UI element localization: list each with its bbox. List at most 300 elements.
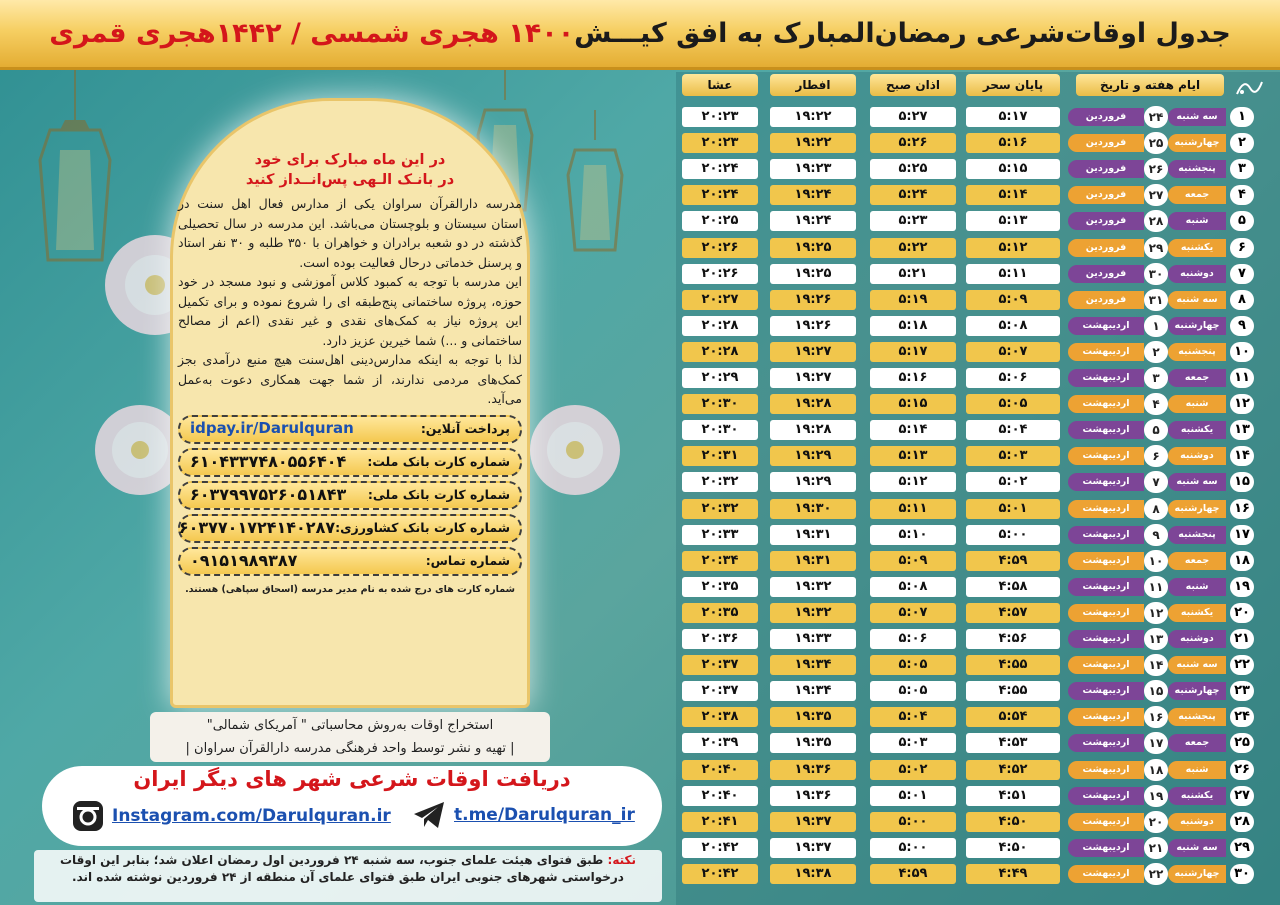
table-row <box>676 391 1280 417</box>
payment-card-melli <box>178 481 522 510</box>
row-number: ۱۷ <box>1230 525 1254 545</box>
sahar-time: ۵:۰۵ <box>966 394 1060 414</box>
fajr-time: ۵:۱۹ <box>870 290 956 310</box>
fajr-time: ۵:۰۳ <box>870 733 956 753</box>
row-number: ۶ <box>1230 238 1254 258</box>
month-name: فروردین <box>1068 108 1144 126</box>
table-row <box>676 443 1280 469</box>
table-row <box>676 574 1280 600</box>
day-number: ۲۹ <box>1144 237 1168 259</box>
cities-title: دریافت اوقات شرعی شهر های دیگر ایران <box>133 767 571 791</box>
sahar-time: ۴:۵۸ <box>966 577 1060 597</box>
iftar-time: ۱۹:۲۴ <box>770 211 856 231</box>
iftar-time: ۱۹:۳۴ <box>770 681 856 701</box>
payment-card-mellat <box>178 448 522 477</box>
table-row <box>676 365 1280 391</box>
isha-time: ۲۰:۲۸ <box>682 342 758 362</box>
month-name: اردیبهشت <box>1068 787 1144 805</box>
weekday: دوشنبه <box>1168 447 1226 465</box>
sahar-time: ۴:۵۵ <box>966 681 1060 701</box>
isha-time: ۲۰:۳۸ <box>682 707 758 727</box>
sahar-time: ۵:۰۰ <box>966 525 1060 545</box>
table-row <box>676 835 1280 861</box>
row-number: ۲۵ <box>1230 733 1254 753</box>
sahar-time: ۵:۱۶ <box>966 133 1060 153</box>
weekday: جمعه <box>1168 734 1226 752</box>
day-number: ۱۲ <box>1144 602 1168 624</box>
fajr-time: ۵:۰۸ <box>870 577 956 597</box>
sahar-time: ۴:۵۰ <box>966 812 1060 832</box>
headline <box>178 150 522 190</box>
fajr-time: ۵:۲۳ <box>870 211 956 231</box>
row-number: ۲۸ <box>1230 812 1254 832</box>
instagram-link[interactable] <box>72 800 391 832</box>
table-row <box>676 156 1280 182</box>
iftar-time: ۱۹:۲۲ <box>770 107 856 127</box>
month-name: اردیبهشت <box>1068 761 1144 779</box>
month-name: اردیبهشت <box>1068 839 1144 857</box>
page-title <box>49 18 1231 49</box>
row-number: ۴ <box>1230 185 1254 205</box>
isha-time: ۲۰:۲۷ <box>682 290 758 310</box>
sahar-time: ۵:۰۱ <box>966 499 1060 519</box>
month-name: اردیبهشت <box>1068 421 1144 439</box>
isha-time: ۲۰:۲۵ <box>682 211 758 231</box>
title-year: ۱۴۰۰ هجری شمسی / ۱۴۴۲هجری قمری <box>49 18 575 49</box>
weekday: جمعه <box>1168 186 1226 204</box>
isha-time: ۲۰:۳۳ <box>682 525 758 545</box>
month-name: فروردین <box>1068 265 1144 283</box>
month-name: فروردین <box>1068 186 1144 204</box>
iftar-time: ۱۹:۲۸ <box>770 394 856 414</box>
isha-time: ۲۰:۳۶ <box>682 629 758 649</box>
month-name: اردیبهشت <box>1068 395 1144 413</box>
table-row <box>676 313 1280 339</box>
telegram-url[interactable]: t.me/Darulquran_ir <box>454 805 635 825</box>
table-row <box>676 469 1280 495</box>
payment-label: شماره کارت بانک ملی: <box>367 487 510 503</box>
iftar-time: ۱۹:۲۹ <box>770 446 856 466</box>
table-row <box>676 104 1280 130</box>
iftar-time: ۱۹:۳۲ <box>770 577 856 597</box>
weekday: چهارشنبه <box>1168 865 1226 883</box>
weekday: شنبه <box>1168 212 1226 230</box>
row-number: ۲۷ <box>1230 786 1254 806</box>
isha-time: ۲۰:۲۶ <box>682 264 758 284</box>
row-number: ۲۹ <box>1230 838 1254 858</box>
fajr-time: ۵:۲۵ <box>870 159 956 179</box>
iftar-time: ۱۹:۳۳ <box>770 629 856 649</box>
row-number: ۲۲ <box>1230 655 1254 675</box>
iftar-time: ۱۹:۲۲ <box>770 133 856 153</box>
row-number: ۱۲ <box>1230 394 1254 414</box>
row-number: ۳۰ <box>1230 864 1254 884</box>
row-number: ۱ <box>1230 107 1254 127</box>
fajr-time: ۵:۰۰ <box>870 838 956 858</box>
payment-list <box>178 415 522 600</box>
iftar-time: ۱۹:۲۴ <box>770 185 856 205</box>
table-row <box>676 678 1280 704</box>
header-isha: عشا <box>682 74 758 96</box>
month-name: اردیبهشت <box>1068 343 1144 361</box>
weekday: دوشنبه <box>1168 265 1226 283</box>
fajr-time: ۵:۰۴ <box>870 707 956 727</box>
sahar-time: ۴:۴۹ <box>966 864 1060 884</box>
note-text: طبق فتوای هیئت علمای جنوب، سه شنبه ۲۴ فروردین اول رمضان اعلان شد؛ بنابر این اوقات درخواستی شهرهای جنوبی ایران طبق فتوای علمای آن منطقه از ۲۴ فروردین نوشته شده اند. <box>59 853 624 884</box>
day-number: ۲۵ <box>1144 132 1168 154</box>
sahar-time: ۵:۵۴ <box>966 707 1060 727</box>
month-name: اردیبهشت <box>1068 604 1144 622</box>
isha-time: ۲۰:۳۱ <box>682 446 758 466</box>
isha-time: ۲۰:۳۰ <box>682 394 758 414</box>
payment-note: شماره کارت های درج شده به نام مدیر مدرسه (اسحاق سپاهی) هستند. <box>185 583 515 595</box>
info-paragraph: لذا با توجه به اینکه مدارس‌دینی اهل‌سنت هیچ منبع درآمدی بجز کمک‌های مردمی ندارند، از شما جهت همکاری دعوت به‌عمل می‌آید. <box>178 352 522 406</box>
row-number: ۲۶ <box>1230 760 1254 780</box>
table-row <box>676 861 1280 887</box>
card-number: ۶۱۰۴۳۳۷۴۸۰۵۵۶۴۰۴ <box>190 452 347 472</box>
table-row <box>676 182 1280 208</box>
fajr-time: ۵:۱۸ <box>870 316 956 336</box>
card-number: ۶۰۳۷۹۹۷۵۲۶۰۵۱۸۴۳ <box>190 485 347 505</box>
month-name: فروردین <box>1068 160 1144 178</box>
sahar-time: ۴:۵۲ <box>966 760 1060 780</box>
fajr-time: ۵:۰۰ <box>870 812 956 832</box>
isha-time: ۲۰:۳۲ <box>682 472 758 492</box>
weekday: جمعه <box>1168 552 1226 570</box>
table-row <box>676 130 1280 156</box>
contact-number <box>178 547 522 576</box>
day-number: ۱۱ <box>1144 576 1168 598</box>
credit-box <box>150 712 550 762</box>
day-number: ۲۲ <box>1144 863 1168 885</box>
header-fajr: اذان صبح <box>870 74 956 96</box>
day-number: ۲ <box>1144 341 1168 363</box>
table-row <box>676 548 1280 574</box>
table-row <box>676 600 1280 626</box>
iftar-time: ۱۹:۳۱ <box>770 525 856 545</box>
sahar-time: ۵:۰۸ <box>966 316 1060 336</box>
table-row <box>676 235 1280 261</box>
month-name: فروردین <box>1068 239 1144 257</box>
day-number: ۳۰ <box>1144 263 1168 285</box>
payment-online <box>178 415 522 444</box>
iftar-time: ۱۹:۲۵ <box>770 238 856 258</box>
sahar-time: ۴:۵۳ <box>966 733 1060 753</box>
row-number: ۲۰ <box>1230 603 1254 623</box>
fajr-time: ۵:۲۶ <box>870 133 956 153</box>
telegram-icon <box>412 800 446 830</box>
iftar-time: ۱۹:۲۶ <box>770 290 856 310</box>
table-row <box>676 757 1280 783</box>
weekday: پنجشنبه <box>1168 343 1226 361</box>
iftar-time: ۱۹:۳۶ <box>770 786 856 806</box>
month-name: اردیبهشت <box>1068 369 1144 387</box>
weekday: دوشنبه <box>1168 813 1226 831</box>
sahar-time: ۴:۵۰ <box>966 838 1060 858</box>
fajr-time: ۵:۲۴ <box>870 185 956 205</box>
sahar-time: ۴:۵۹ <box>966 551 1060 571</box>
fajr-time: ۴:۵۹ <box>870 864 956 884</box>
sahar-time: ۴:۵۱ <box>966 786 1060 806</box>
day-number: ۲۸ <box>1144 210 1168 232</box>
day-number: ۹ <box>1144 524 1168 546</box>
fajr-time: ۵:۱۱ <box>870 499 956 519</box>
sahar-time: ۵:۱۲ <box>966 238 1060 258</box>
sahar-time: ۴:۵۶ <box>966 629 1060 649</box>
lantern-icon <box>560 110 630 280</box>
fajr-time: ۵:۰۶ <box>870 629 956 649</box>
isha-time: ۲۰:۲۳ <box>682 133 758 153</box>
isha-time: ۲۰:۳۵ <box>682 603 758 623</box>
weekday: یکشنبه <box>1168 421 1226 439</box>
row-number: ۱۰ <box>1230 342 1254 362</box>
row-number: ۱۱ <box>1230 368 1254 388</box>
isha-time: ۲۰:۴۱ <box>682 812 758 832</box>
month-name: اردیبهشت <box>1068 578 1144 596</box>
fajr-time: ۵:۲۱ <box>870 264 956 284</box>
day-number: ۲۰ <box>1144 811 1168 833</box>
row-number: ۱۶ <box>1230 499 1254 519</box>
table-row <box>676 287 1280 313</box>
isha-time: ۲۰:۳۷ <box>682 655 758 675</box>
weekday: پنجشنبه <box>1168 708 1226 726</box>
month-name: اردیبهشت <box>1068 447 1144 465</box>
sahar-time: ۵:۰۲ <box>966 472 1060 492</box>
day-number: ۱۰ <box>1144 550 1168 572</box>
day-number: ۲۶ <box>1144 158 1168 180</box>
sahar-time: ۵:۰۴ <box>966 420 1060 440</box>
isha-time: ۲۰:۳۰ <box>682 420 758 440</box>
iftar-time: ۱۹:۲۶ <box>770 316 856 336</box>
table-row <box>676 339 1280 365</box>
isha-time: ۲۰:۴۲ <box>682 838 758 858</box>
weekday: سه شنبه <box>1168 839 1226 857</box>
month-name: اردیبهشت <box>1068 734 1144 752</box>
day-number: ۷ <box>1144 471 1168 493</box>
weekday: سه شنبه <box>1168 291 1226 309</box>
isha-time: ۲۰:۴۰ <box>682 760 758 780</box>
month-name: اردیبهشت <box>1068 552 1144 570</box>
day-number: ۸ <box>1144 498 1168 520</box>
iftar-time: ۱۹:۳۷ <box>770 812 856 832</box>
fajr-time: ۵:۰۷ <box>870 603 956 623</box>
day-number: ۴ <box>1144 393 1168 415</box>
weekday: یکشنبه <box>1168 604 1226 622</box>
weekday: پنجشنبه <box>1168 526 1226 544</box>
payment-label: شماره کارت بانک ملت: <box>367 454 510 470</box>
header-date: ایام هفته و تاریخ <box>1076 74 1224 96</box>
isha-time: ۲۰:۳۵ <box>682 577 758 597</box>
month-name: اردیبهشت <box>1068 526 1144 544</box>
fajr-time: ۵:۱۴ <box>870 420 956 440</box>
iftar-time: ۱۹:۲۹ <box>770 472 856 492</box>
isha-time: ۲۰:۲۹ <box>682 368 758 388</box>
day-number: ۱۴ <box>1144 654 1168 676</box>
iftar-time: ۱۹:۲۳ <box>770 159 856 179</box>
table-row <box>676 783 1280 809</box>
day-number: ۳۱ <box>1144 289 1168 311</box>
row-number: ۱۳ <box>1230 420 1254 440</box>
isha-time: ۲۰:۳۹ <box>682 733 758 753</box>
payment-label: شماره تماس: <box>425 553 510 569</box>
day-number: ۱۸ <box>1144 759 1168 781</box>
weekday: دوشنبه <box>1168 630 1226 648</box>
payment-card-keshavarzi <box>178 514 522 543</box>
iftar-time: ۱۹:۲۷ <box>770 342 856 362</box>
iftar-time: ۱۹:۳۴ <box>770 655 856 675</box>
sahar-time: ۵:۰۳ <box>966 446 1060 466</box>
fajr-time: ۵:۰۱ <box>870 786 956 806</box>
day-number: ۲۴ <box>1144 106 1168 128</box>
sahar-time: ۴:۵۵ <box>966 655 1060 675</box>
instagram-icon <box>72 800 104 832</box>
weekday: سه شنبه <box>1168 656 1226 674</box>
row-number: ۱۵ <box>1230 472 1254 492</box>
isha-time: ۲۰:۴۰ <box>682 786 758 806</box>
weekday: چهارشنبه <box>1168 500 1226 518</box>
row-number: ۱۹ <box>1230 577 1254 597</box>
header-iftar: افطار <box>770 74 856 96</box>
sahar-time: ۵:۱۴ <box>966 185 1060 205</box>
info-paragraph: این مدرسه با توجه به کمبود کلاس آموزشی و نبود مسجد در خود حوزه، پروژه ساختمانی پنج‌طبقه ای را شروع نموده و برای تکمیل این پروژه نیاز به کمک‌های نقدی و غیر نقدی (اعم از مصالح ساختمانی و ...) شما خیرین عزیز دارد. <box>178 274 522 348</box>
title-bar <box>0 0 1280 70</box>
iftar-time: ۱۹:۳۱ <box>770 551 856 571</box>
day-number: ۲۷ <box>1144 184 1168 206</box>
isha-time: ۲۰:۲۶ <box>682 238 758 258</box>
note-label: نکته: <box>607 853 637 867</box>
month-name: اردیبهشت <box>1068 865 1144 883</box>
iftar-time: ۱۹:۳۵ <box>770 707 856 727</box>
headline-line1: در این ماه مبارک برای خود <box>254 152 446 168</box>
weekday: سه شنبه <box>1168 108 1226 126</box>
sahar-time: ۵:۱۵ <box>966 159 1060 179</box>
isha-time: ۲۰:۳۴ <box>682 551 758 571</box>
flower-icon <box>525 400 625 500</box>
fajr-time: ۵:۱۲ <box>870 472 956 492</box>
weekday: سه شنبه <box>1168 473 1226 491</box>
isha-time: ۲۰:۲۴ <box>682 185 758 205</box>
month-name: فروردین <box>1068 291 1144 309</box>
isha-time: ۲۰:۴۲ <box>682 864 758 884</box>
table-row <box>676 261 1280 287</box>
isha-time: ۲۰:۲۳ <box>682 107 758 127</box>
table-row <box>676 208 1280 234</box>
month-name: فروردین <box>1068 212 1144 230</box>
sahar-time: ۵:۱۷ <box>966 107 1060 127</box>
month-name: اردیبهشت <box>1068 682 1144 700</box>
day-number: ۶ <box>1144 445 1168 467</box>
sahar-time: ۵:۰۶ <box>966 368 1060 388</box>
iftar-time: ۱۹:۳۷ <box>770 838 856 858</box>
iftar-time: ۱۹:۳۶ <box>770 760 856 780</box>
day-number: ۱۶ <box>1144 706 1168 728</box>
sahar-time: ۵:۰۷ <box>966 342 1060 362</box>
month-name: اردیبهشت <box>1068 813 1144 831</box>
row-number: ۸ <box>1230 290 1254 310</box>
weekday: شنبه <box>1168 395 1226 413</box>
sahar-time: ۵:۰۹ <box>966 290 1060 310</box>
month-name: اردیبهشت <box>1068 473 1144 491</box>
weekday: چهارشنبه <box>1168 682 1226 700</box>
month-name: اردیبهشت <box>1068 500 1144 518</box>
weekday: یکشنبه <box>1168 239 1226 257</box>
sahar-time: ۵:۱۱ <box>966 264 1060 284</box>
row-number: ۹ <box>1230 316 1254 336</box>
telegram-link[interactable] <box>412 800 635 830</box>
header-sahar: پایان سحر <box>966 74 1060 96</box>
table-row <box>676 704 1280 730</box>
row-number: ۲۳ <box>1230 681 1254 701</box>
fajr-time: ۵:۰۵ <box>870 681 956 701</box>
logo-icon <box>1234 76 1264 98</box>
month-name: اردیبهشت <box>1068 656 1144 674</box>
note-box <box>34 850 662 902</box>
title-main: جدول اوقات‌شرعی رمضان‌المبارک به افق کیـــش <box>574 18 1231 49</box>
iftar-time: ۱۹:۳۰ <box>770 499 856 519</box>
month-name: اردیبهشت <box>1068 708 1144 726</box>
row-number: ۲۴ <box>1230 707 1254 727</box>
row-number: ۳ <box>1230 159 1254 179</box>
iftar-time: ۱۹:۲۵ <box>770 264 856 284</box>
headline-line2: در بانـک الـهی پس‌انــداز کنید <box>245 172 455 188</box>
table-row <box>676 522 1280 548</box>
sahar-time: ۴:۵۷ <box>966 603 1060 623</box>
weekday: چهارشنبه <box>1168 134 1226 152</box>
isha-time: ۲۰:۲۴ <box>682 159 758 179</box>
row-number: ۷ <box>1230 264 1254 284</box>
iftar-time: ۱۹:۳۸ <box>770 864 856 884</box>
row-number: ۱۴ <box>1230 446 1254 466</box>
weekday: پنجشنبه <box>1168 160 1226 178</box>
month-name: اردیبهشت <box>1068 317 1144 335</box>
day-number: ۱ <box>1144 315 1168 337</box>
isha-time: ۲۰:۲۸ <box>682 316 758 336</box>
phone-number: ۰۹۱۵۱۹۸۹۳۸۷ <box>190 551 298 571</box>
credit-line1: استخراج اوقات به‌روش محاسباتی " آمریکای شمالی" <box>206 718 494 733</box>
row-number: ۲ <box>1230 133 1254 153</box>
payment-label: شماره کارت بانک کشاورزی: <box>335 520 510 536</box>
iftar-time: ۱۹:۳۲ <box>770 603 856 623</box>
table-row <box>676 809 1280 835</box>
info-content <box>178 150 522 599</box>
payment-link[interactable]: idpay.ir/Darulquran <box>190 419 354 438</box>
credit-line2: | تهیه و نشر توسط واحد فرهنگی مدرسه دارالقرآن سراوان | <box>185 741 515 756</box>
day-number: ۳ <box>1144 367 1168 389</box>
fajr-time: ۵:۱۶ <box>870 368 956 388</box>
fajr-time: ۵:۱۰ <box>870 525 956 545</box>
isha-time: ۲۰:۳۲ <box>682 499 758 519</box>
iftar-time: ۱۹:۲۷ <box>770 368 856 388</box>
month-name: فروردین <box>1068 134 1144 152</box>
card-number: ۶۰۳۷۷۰۱۷۲۴۱۴۰۲۸۷ <box>178 518 336 538</box>
instagram-url[interactable]: Instagram.com/Darulquran.ir <box>112 806 391 826</box>
fajr-time: ۵:۱۳ <box>870 446 956 466</box>
day-number: ۵ <box>1144 419 1168 441</box>
row-number: ۱۸ <box>1230 551 1254 571</box>
day-number: ۱۵ <box>1144 680 1168 702</box>
table-row <box>676 626 1280 652</box>
fajr-time: ۵:۰۵ <box>870 655 956 675</box>
isha-time: ۲۰:۳۷ <box>682 681 758 701</box>
day-number: ۱۳ <box>1144 628 1168 650</box>
fajr-time: ۵:۱۵ <box>870 394 956 414</box>
month-name: اردیبهشت <box>1068 630 1144 648</box>
table-row <box>676 652 1280 678</box>
day-number: ۱۹ <box>1144 785 1168 807</box>
day-number: ۱۷ <box>1144 732 1168 754</box>
weekday: چهارشنبه <box>1168 317 1226 335</box>
weekday: یکشنبه <box>1168 787 1226 805</box>
